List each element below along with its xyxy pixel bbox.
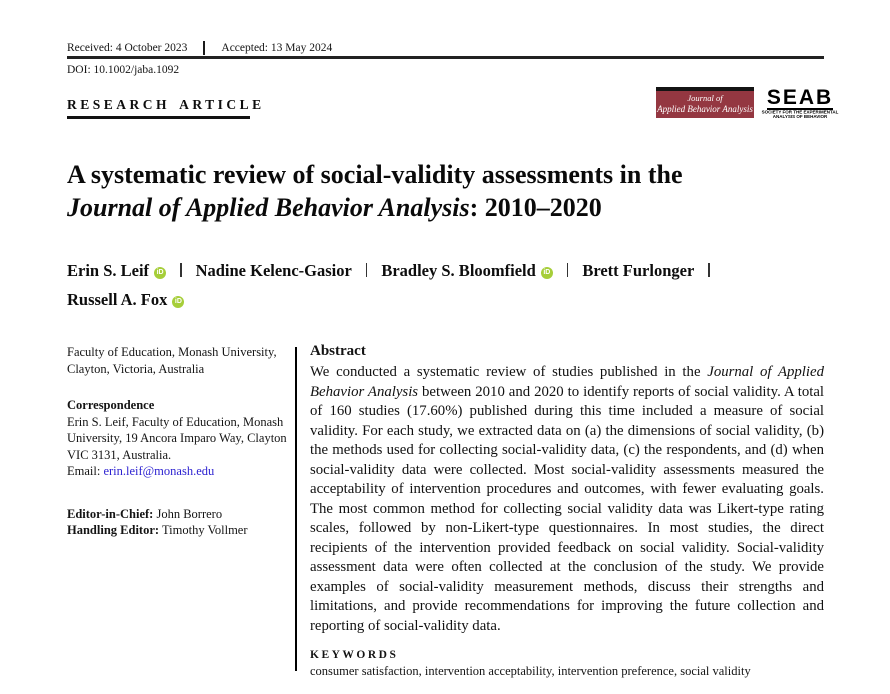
keywords-text: consumer satisfaction, intervention acceptability, intervention preference, social validity <box>310 664 751 678</box>
handling-editor-name: Timothy Vollmer <box>161 523 248 537</box>
abstract-text: We conducted a systematic review of studies published in the Journal of Applied Behavior Analysis between 2010 and 2020 to identify reports of social validity. A total of 160 studies (17.60%) published during this time included a measure of social validity. For each study, we extracted data on (a) the dimensions of social validity, (b) the methods used for collecting social-validity data, (c) the respondents, and (d) when social-validity data were collected. Most social-validity assessments measured the acceptability of intervention procedures and outcomes, with fewer evaluating goals. The most common method for collecting social validity data was Likert-type rating scales, followed by non-Likert-type questionnaires. In most studies, the direct recipients of the intervention provided feedback on social validity. Social-validity assessment data were often collected at the conclusion of the study. We provide examples of social-validity measurement methods, discuss their strengths and limitations, and provide recommendations for improving the future collection and reporting of social-validity data. <box>310 364 825 634</box>
meta-divider <box>203 41 205 55</box>
journal-logo-line2: Applied Behavior Analysis <box>657 104 753 114</box>
page-title <box>67 158 827 224</box>
received-accepted-row <box>67 41 332 55</box>
seab-subtext: SOCIETY FOR THE EXPERIMENTAL ANALYSIS OF BEHAVIOR <box>761 109 839 119</box>
title-suffix: : 2010–2020 <box>469 193 602 222</box>
author-name: Nadine Kelenc-Gasior <box>195 261 352 280</box>
column-divider <box>295 347 297 671</box>
email-label: Email: <box>67 464 104 478</box>
handling-editor-label: Handling Editor: <box>67 523 160 537</box>
author-name: Brett Furlonger <box>582 261 695 280</box>
journal-logo <box>656 87 754 118</box>
abstract-heading: Abstract <box>310 343 366 359</box>
title-plain: A systematic review of social-validity assessments in the <box>67 160 683 189</box>
sidebar <box>67 344 301 539</box>
seab-acronym: SEAB <box>766 86 834 109</box>
orcid-icon[interactable]: iD <box>541 267 553 279</box>
accepted-date: Accepted: 13 May 2024 <box>221 42 333 54</box>
editor-in-chief-name: John Borrero <box>156 506 223 521</box>
seab-logo <box>761 88 839 128</box>
received-date: Received: 4 October 2023 <box>67 42 188 54</box>
affiliation: Faculty of Education, Monash University, Clayton, Victoria, Australia <box>67 345 277 376</box>
author-separator <box>366 263 368 277</box>
title-italic-journal-name: Journal of Applied Behavior Analysis <box>67 193 470 222</box>
keywords-heading: KEYWORDS <box>310 649 399 661</box>
author-separator <box>708 263 710 277</box>
correspondence-text: Erin S. Leif, Faculty of Education, Monash University, 19 Ancora Imparo Way, Clayton VIC 3131, Australia. <box>67 414 287 462</box>
editor-in-chief-line <box>67 506 301 523</box>
article-type-badge: RESEARCH ARTICLE <box>67 97 265 112</box>
author-separator <box>180 263 182 277</box>
orcid-icon[interactable]: iD <box>154 267 166 279</box>
author-list <box>67 256 827 314</box>
author-name: Erin S. Leif <box>67 261 150 280</box>
orcid-icon[interactable]: iD <box>172 296 184 308</box>
editor-in-chief-label: Editor-in-Chief: <box>67 506 154 521</box>
abstract-column <box>310 343 824 679</box>
article-type-underline <box>67 116 250 119</box>
handling-editor-line <box>67 522 301 539</box>
correspondence-heading: Correspondence <box>67 398 155 412</box>
author-name: Bradley S. Bloomfield <box>381 261 536 280</box>
doi-text: DOI: 10.1002/jaba.1092 <box>67 64 180 76</box>
author-name: Russell A. Fox <box>67 290 168 309</box>
editors-block <box>67 506 301 539</box>
header-rule <box>67 56 824 59</box>
email-link[interactable]: erin.leif@monash.edu <box>103 464 215 478</box>
email-line <box>67 463 301 480</box>
journal-logo-line1: Journal of <box>687 93 723 103</box>
author-separator <box>567 263 569 277</box>
